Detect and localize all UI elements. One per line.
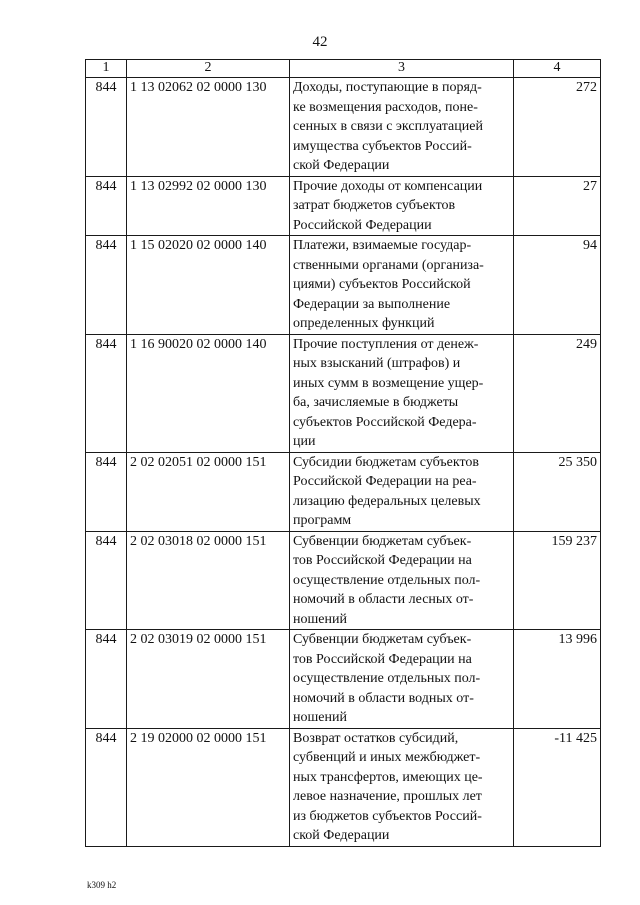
description-line: осуществление отдельных пол-	[293, 572, 481, 588]
description-line: Российской Федерации	[293, 217, 432, 233]
description-line: ношений	[293, 611, 347, 627]
description-line: иных сумм в возмещение ущер-	[293, 375, 484, 391]
description-line: номочий в области лесных от-	[293, 592, 474, 607]
description-line: ношений	[293, 710, 347, 725]
description-line: ственными органами (организа-	[293, 257, 484, 273]
administrator-code-cell: 844	[86, 78, 127, 177]
description-line: Субсидии бюджетам субъектов	[293, 454, 480, 470]
administrator-code-cell: 844	[86, 531, 127, 630]
description-line: затрат бюджетов субъектов	[293, 198, 456, 213]
table-row	[86, 334, 601, 452]
table-row	[86, 78, 601, 177]
table-row	[86, 728, 601, 846]
description-line: осуществление отдельных пол-	[293, 671, 481, 686]
administrator-code-cell: 844	[86, 630, 127, 729]
description-line: ба, зачисляемые в бюджеты	[293, 395, 459, 410]
page-number: 42	[312, 34, 328, 50]
budget-classification-code-cell: 1 15 02020 02 0000 140	[127, 236, 290, 335]
description-line: ской Федерации	[293, 828, 390, 843]
budget-classification-code-cell: 2 02 03018 02 0000 151	[127, 531, 290, 630]
description-line: имущества субъектов Россий-	[293, 138, 472, 154]
description-line: из бюджетов субъектов Россий-	[293, 808, 482, 824]
column-header-3: 3	[290, 60, 514, 78]
budget-classification-code-cell: 1 13 02062 02 0000 130	[127, 78, 290, 177]
description-line: определенных функций	[293, 316, 435, 331]
amount-cell: -11 425	[514, 728, 601, 846]
description-line: циями) субъектов Российской	[293, 277, 471, 292]
budget-classification-code-cell: 1 13 02992 02 0000 130	[127, 176, 290, 236]
table-row	[86, 452, 601, 531]
document-footer-code: k309 h2	[87, 880, 117, 890]
budget-classification-code-cell: 2 02 02051 02 0000 151	[127, 452, 290, 531]
amount-cell: 25 350	[514, 452, 601, 531]
revenue-description-cell	[290, 531, 514, 630]
description-line: лизацию федеральных целевых	[293, 493, 481, 509]
budget-classification-code-cell: 1 16 90020 02 0000 140	[127, 334, 290, 452]
table-body	[86, 78, 601, 847]
budget-classification-code-cell: 2 02 03019 02 0000 151	[127, 630, 290, 729]
description-line: программ	[293, 513, 352, 528]
revenue-description-cell	[290, 452, 514, 531]
description-line: Федерации за выполнение	[293, 296, 451, 312]
administrator-code-cell: 844	[86, 728, 127, 846]
amount-cell: 159 237	[514, 531, 601, 630]
table-row	[86, 630, 601, 729]
description-line: Субвенции бюджетам субъек-	[293, 533, 472, 549]
amount-cell: 27	[514, 176, 601, 236]
amount-cell: 13 996	[514, 630, 601, 729]
description-line: субъектов Российской Федера-	[293, 414, 477, 430]
description-line: Доходы, поступающие в поряд-	[293, 80, 482, 95]
description-line: Платежи, взимаемые государ-	[293, 238, 472, 253]
column-header-2: 2	[127, 60, 290, 78]
revenue-description-cell	[290, 78, 514, 177]
amount-cell: 272	[514, 78, 601, 177]
description-line: Прочие поступления от денеж-	[293, 336, 479, 352]
description-line: субвенций и иных межбюджет-	[293, 750, 481, 765]
administrator-code-cell: 844	[86, 334, 127, 452]
revenue-description-cell	[290, 630, 514, 729]
table-row	[86, 176, 601, 236]
description-line: ции	[293, 434, 316, 449]
table-header-row	[86, 60, 601, 78]
description-line: номочий в области водных от-	[293, 690, 474, 706]
revenue-table	[85, 59, 601, 847]
administrator-code-cell: 844	[86, 452, 127, 531]
administrator-code-cell: 844	[86, 236, 127, 335]
revenue-description-cell	[290, 334, 514, 452]
revenue-description-cell	[290, 728, 514, 846]
column-header-1: 1	[86, 60, 127, 78]
amount-cell: 249	[514, 334, 601, 452]
description-line: Прочие доходы от компенсации	[293, 178, 483, 194]
column-header-4: 4	[514, 60, 601, 78]
administrator-code-cell: 844	[86, 176, 127, 236]
description-line: ской Федерации	[293, 158, 390, 173]
description-line: Возврат остатков субсидий,	[293, 730, 459, 746]
description-line: тов Российской Федерации на	[293, 553, 472, 568]
description-line: Субвенции бюджетам субъек-	[293, 632, 472, 647]
description-line: Российской Федерации на реа-	[293, 474, 477, 489]
table-row	[86, 531, 601, 630]
table-row	[86, 236, 601, 335]
description-line: ных трансфертов, имеющих це-	[293, 769, 483, 785]
revenue-description-cell	[290, 236, 514, 335]
description-line: ных взысканий (штрафов) и	[293, 356, 461, 371]
description-line: левое назначение, прошлых лет	[293, 789, 482, 804]
amount-cell: 94	[514, 236, 601, 335]
description-line: ке возмещения расходов, поне-	[293, 99, 478, 115]
description-line: сенных в связи с эксплуатацией	[293, 119, 483, 134]
description-line: тов Российской Федерации на	[293, 651, 472, 667]
budget-classification-code-cell: 2 19 02000 02 0000 151	[127, 728, 290, 846]
revenue-description-cell	[290, 176, 514, 236]
